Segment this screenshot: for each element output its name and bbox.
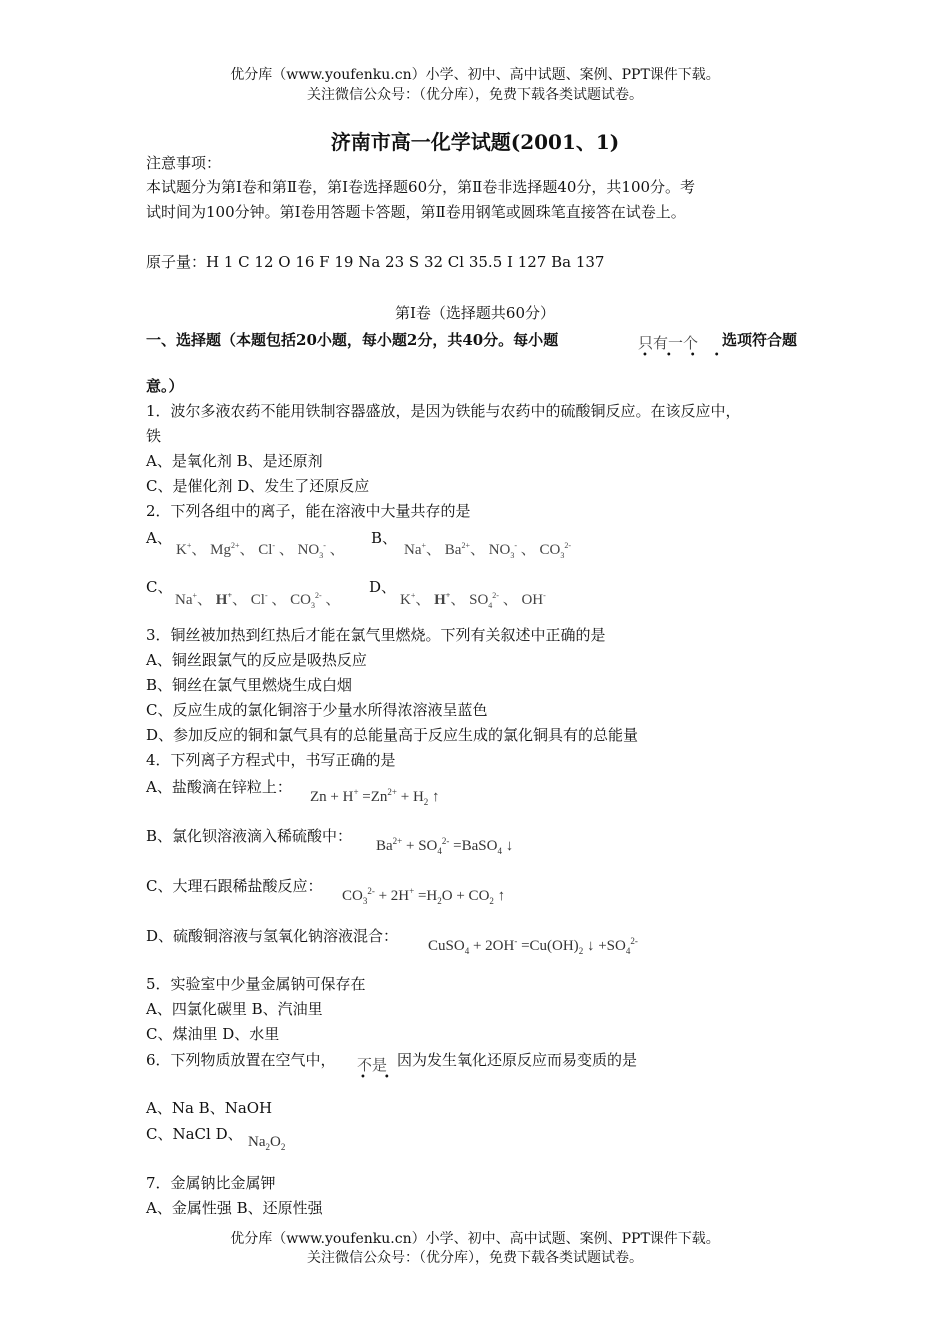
q6-d-formula: $Na_2O_2$ — [248, 1134, 286, 1152]
notes-heading: 注意事项： — [146, 154, 222, 172]
footer-line-1: 优分库（www.youfenku.cn）小学、初中、高中试题、案例、PPT课件下载。 — [230, 1231, 720, 1247]
q4-a-equation: $Zn + H^+ =Zn^{2+} + H_2$ ↑ — [310, 787, 440, 807]
q1-options-cd: C、是催化剂 D、发生了还原反应 — [146, 477, 370, 495]
q4-option-d: D、硫酸铜溶液与氢氧化钠溶液混合： — [146, 927, 399, 945]
q2-d-ions: K+、 H+、 $SO_4^{2-}$ 、 OH- — [400, 591, 546, 610]
q4-c-equation: $CO_3^{2-} + 2H^+ =H_2O + CO_2$ ↑ — [342, 886, 506, 906]
q4-option-c: C、大理石跟稀盐酸反应： — [146, 877, 323, 895]
q6-stem-a: 6．下列物质放置在空气中， — [146, 1051, 336, 1069]
instructions-part-b: 选项符合题 — [722, 331, 798, 349]
emphasis-dots: •••• — [642, 350, 738, 361]
q6-options-ab: A、Na B、NaOH — [146, 1099, 273, 1117]
header-line-2: 关注微信公众号：（优分库），免费下载各类试题试卷。 — [307, 87, 643, 103]
q2-stem: 2．下列各组中的离子，能在溶液中大量共存的是 — [146, 502, 471, 520]
q5-stem: 5．实验室中少量金属钠可保存在 — [146, 975, 366, 993]
instructions-part-a: 一、选择题（本题包括20小题，每小题2分，共40分。每小题 — [146, 331, 559, 349]
emphasis-only-one: 只有一个 — [638, 334, 699, 352]
q1-stem: 1．波尔多液农药不能用铁制容器盛放，是因为铁能与农药中的硫酸铜反应。在该反应中， — [146, 402, 741, 420]
q3-option-a: A、铜丝跟氯气的反应是吸热反应 — [146, 651, 367, 669]
q6-options-cd: C、NaCl D、 — [146, 1125, 243, 1143]
notes-line-1: 本试题分为第Ⅰ卷和第Ⅱ卷，第Ⅰ卷选择题60分，第Ⅱ卷非选择题40分，共100分。考 — [146, 178, 696, 196]
q7-stem: 7．金属钠比金属钾 — [146, 1174, 276, 1192]
header-line-1: 优分库（www.youfenku.cn）小学、初中、高中试题、案例、PPT课件下载。 — [230, 67, 720, 83]
q3-option-b: B、铜丝在氯气里燃烧生成白烟 — [146, 676, 353, 694]
q1-options-ab: A、是氧化剂 B、是还原剂 — [146, 452, 323, 470]
q2-a-label: A、 — [146, 529, 172, 547]
q3-option-d: D、参加反应的铜和氯气具有的总能量高于反应生成的氯化铜具有的总能量 — [146, 726, 639, 744]
q3-option-c: C、反应生成的氯化铜溶于少量水所得浓溶液呈蓝色 — [146, 701, 488, 719]
q2-c-label: C、 — [146, 578, 173, 596]
q2-b-ions: Na+、 $Ba^{2+}$、 $NO_3^-$ 、 $CO_3^{2-}$ — [404, 541, 572, 560]
q6-emphasis-not: 不是 — [357, 1056, 388, 1074]
q4-option-b: B、氯化钡溶液滴入稀硫酸中： — [146, 827, 353, 845]
page-title: 济南市高一化学试题(2001、1) — [330, 130, 620, 154]
q3-stem: 3．铜丝被加热到红热后才能在氯气里燃烧。下列有关叙述中正确的是 — [146, 626, 606, 644]
q7-options-ab: A、金属性强 B、还原性强 — [146, 1199, 323, 1217]
q2-d-label: D、 — [369, 578, 397, 596]
q4-stem: 4．下列离子方程式中，书写正确的是 — [146, 751, 396, 769]
notes-line-2: 试时间为100分钟。第Ⅰ卷用答题卡答题，第Ⅱ卷用钢笔或圆珠笔直接答在试卷上。 — [146, 203, 686, 221]
q4-option-a: A、盐酸滴在锌粒上： — [146, 778, 292, 796]
q2-b-label: B、 — [371, 529, 398, 547]
q4-d-equation: CuSO$_4$ + $2OH^- =Cu(OH)_2$ ↓ $+SO_4^{2-}$ — [428, 936, 638, 956]
q2-c-ions: Na+、 H+、 Cl- 、 $CO_3^{2-}$ 、 — [175, 591, 341, 610]
instructions-part-c: 意。） — [146, 377, 184, 395]
atomic-weights: 原子量：H 1 C 12 O 16 F 19 Na 23 S 32 Cl 35.5 I 127 Ba 137 — [146, 253, 605, 271]
q6-emphasis-dots: •• — [360, 1072, 408, 1083]
q5-options-ab: A、四氯化碳里 B、汽油里 — [146, 1000, 323, 1018]
q5-options-cd: C、煤油里 D、水里 — [146, 1025, 280, 1043]
q2-a-ions: K+、 $Mg^{2+}$、 Cl- 、 $NO_3^-$ 、 — [176, 541, 345, 560]
q4-b-equation: $Ba^{2+} + SO_4^{2-}$ =BaSO$_4$ ↓ — [376, 836, 514, 856]
footer-line-2: 关注微信公众号：（优分库），免费下载各类试题试卷。 — [307, 1250, 643, 1266]
q6-stem-b: 因为发生氧化还原反应而易变质的是 — [397, 1051, 638, 1069]
section-heading: 第Ⅰ卷（选择题共60分） — [394, 304, 555, 322]
q1-stem-cont: 铁 — [146, 427, 162, 445]
